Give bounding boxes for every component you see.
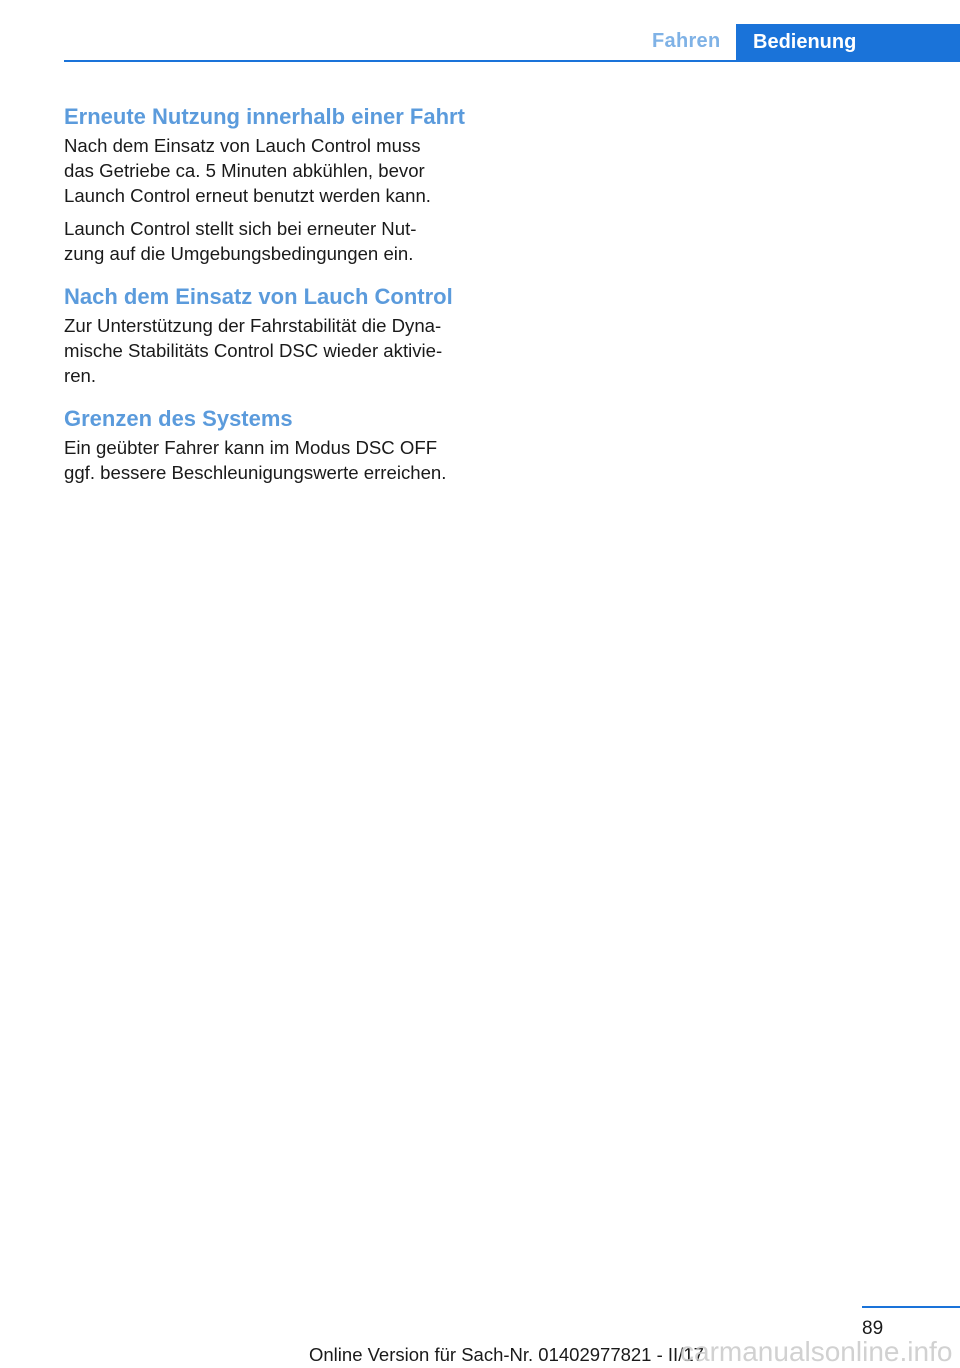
tab-bedienung[interactable]: Bedienung: [736, 24, 960, 62]
footer-rule: [862, 1306, 960, 1308]
section-heading-grenzen: Grenzen des Systems: [64, 406, 293, 431]
tab-fahren[interactable]: Fahren: [652, 30, 721, 52]
section-heading-erneute-nutzung: Erneute Nutzung innerhalb einer Fahrt: [64, 104, 465, 129]
paragraph-line: zung auf die Umgebungsbedingungen ein.: [64, 243, 414, 264]
paragraph-line: Ein geübter Fahrer kann im Modus DSC OFF: [64, 437, 438, 458]
paragraph-line: das Getriebe ca. 5 Minuten abkühlen, bevor: [64, 160, 425, 181]
section-heading-nach-dem-einsatz: Nach dem Einsatz von Lauch Control: [64, 284, 453, 309]
paragraph-line: ggf. bessere Beschleunigungswerte erreichen.: [64, 462, 447, 483]
paragraph-line: Zur Unterstützung der Fahrstabilität die Dyna‐: [64, 315, 442, 336]
online-version-note: Online Version für Sach-Nr. 01402977821 - II/17: [309, 1344, 704, 1365]
watermark: carmanualsonline.info: [680, 1336, 953, 1367]
paragraph-line: Launch Control erneut benutzt werden kann.: [64, 185, 431, 206]
paragraph-line: ren.: [64, 365, 97, 386]
paragraph-line: Launch Control stellt sich bei erneuter Nut‐: [64, 218, 417, 239]
paragraph-line: mische Stabilitäts Control DSC wieder aktivie‐: [64, 340, 443, 361]
page-content: [64, 103, 484, 485]
page-number: 89: [862, 1318, 884, 1339]
paragraph-line: Nach dem Einsatz von Lauch Control muss: [64, 135, 421, 156]
